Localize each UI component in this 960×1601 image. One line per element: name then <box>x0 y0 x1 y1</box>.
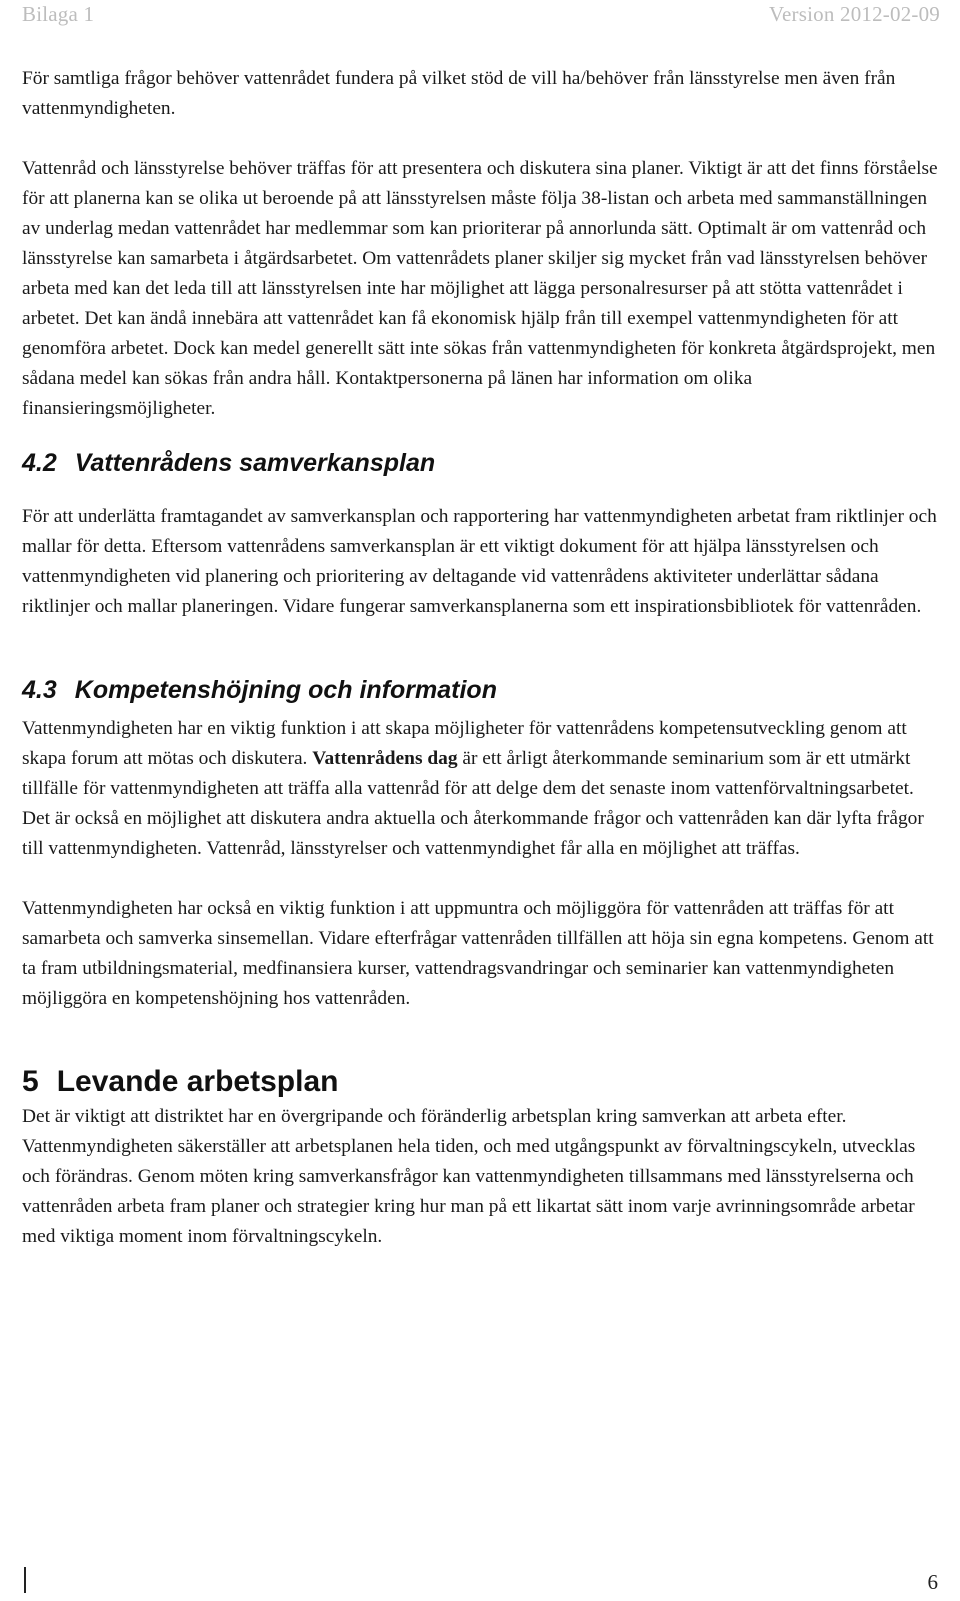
section-4-3-heading <box>22 674 940 706</box>
header-appendix-label: Bilaga 1 <box>22 2 95 26</box>
document-body <box>22 64 940 1252</box>
intro-paragraph-1: För samtliga frågor behöver vattenrådet fundera på vilket stöd de vill ha/behöver från länsstyrelse men även från vattenmyndigheten. <box>22 68 896 119</box>
section-4-3-paragraph-1 <box>22 714 940 864</box>
section-title: Kompetenshöjning och information <box>74 676 497 704</box>
event-name-bold: Vattenrådens dag <box>312 748 458 769</box>
section-title: Vattenrådens samverkansplan <box>74 449 436 477</box>
section-number: 4.3 <box>22 676 57 704</box>
section-5-paragraph: Det är viktigt att distriktet har en övergripande och föränderlig arbetsplan kring samverkan att arbeta efter. Vattenmyndigheten säkerställer att arbetsplanen hela tiden, och med utgångspunkt av förvaltningscykeln, utvecklas och förändras. Genom möten kring samverkansfrågor kan vattenmyndigheten tillsammans med länsstyrelserna och vattenråden arbeta fram planer och strategier kring hur man på ett likartat sätt inom varje avrinningsområde arbetar med viktiga moment inom förvaltningscykeln. <box>22 1106 916 1247</box>
section-number: 5 <box>22 1065 39 1098</box>
page-number: 6 <box>927 1570 938 1594</box>
footer-divider <box>24 1567 26 1593</box>
paragraph-text: Vattenmyndigheten har en viktig funktion i att skapa möjligheter för vattenrådens kompetensutveckling genom att skapa forum att mötas och diskutera. <box>22 718 907 769</box>
section-4-3-paragraph-2: Vattenmyndigheten har också en viktig funktion i att uppmuntra och möjliggöra för vattenråden att träffas för att samarbeta och samverka sinsemellan. Vidare efterfrågar vattenråden tillfällen att höja sin egna kompetens. Genom att ta fram utbildningsmaterial, medfinansiera kurser, vattendragsvandringar och seminarier kan vattenmyndigheten möjliggöra en kompetenshöjning hos vattenråden. <box>22 898 934 1009</box>
section-title: Levande arbetsplan <box>56 1065 339 1098</box>
header-version-label: Version 2012-02-09 <box>769 2 940 26</box>
section-4-2-heading <box>22 447 940 479</box>
section-5-heading <box>22 1064 940 1100</box>
section-number: 4.2 <box>22 449 57 477</box>
intro-paragraph-2: Vattenråd och länsstyrelse behöver träffas för att presentera och diskutera sina planer. Viktigt är att det finns förståelse för att planerna kan se olika ut beroende på att länsstyrelsen måste följa 38-listan och arbeta med sammanställningen av underlag medan vattenrådet har medlemmar som kan prioriterar på annorlunda sätt. Optimalt är om vattenråd och länsstyrelse kan samarbeta i åtgärdsarbetet. Om vattenrådets planer skiljer sig mycket från vad länsstyrelsen behöver arbeta med kan det leda till att länsstyrelsen inte har möjlighet att lägga personalresurser på att stötta vattenrådet i arbetet. Det kan ändå innebära att vattenrådet kan få ekonomisk hjälp från till exempel vattenmyndigheten för att genomföra arbetet. Dock kan medel generellt sätt inte sökas från vattenmyndigheten för konkreta åtgärdsprojekt, men sådana medel kan sökas från andra håll. Kontaktpersonerna på länen har information om olika finansieringsmöjligheter. <box>22 158 938 419</box>
section-4-2-paragraph: För att underlätta framtagandet av samverkansplan och rapportering har vattenmyndigheten arbetat fram riktlinjer och mallar för detta. Eftersom vattenrådens samverkansplan är ett viktigt dokument för att hjälpa länsstyrelsen och vattenmyndigheten vid planering och prioritering av deltagande vid vattenrådens aktiviteter underlättar sådana riktlinjer och mallar planeringen. Vidare fungerar samverkansplanerna som ett inspirationsbibliotek för vattenråden. <box>22 506 937 617</box>
paragraph-text: är ett årligt återkommande seminarium som är ett utmärkt tillfälle för vattenmyndigheten att träffa alla vattenråd för att delge dem det senaste inom vattenförvaltningsarbetet. Det är också en möjlighet att diskutera andra aktuella och återkommande frågor och vattenråden kan där lyfta frågor till vattenmyndigheten. Vattenråd, länsstyrelser och vattenmyndighet får alla en möjlighet att träffas. <box>22 748 924 859</box>
